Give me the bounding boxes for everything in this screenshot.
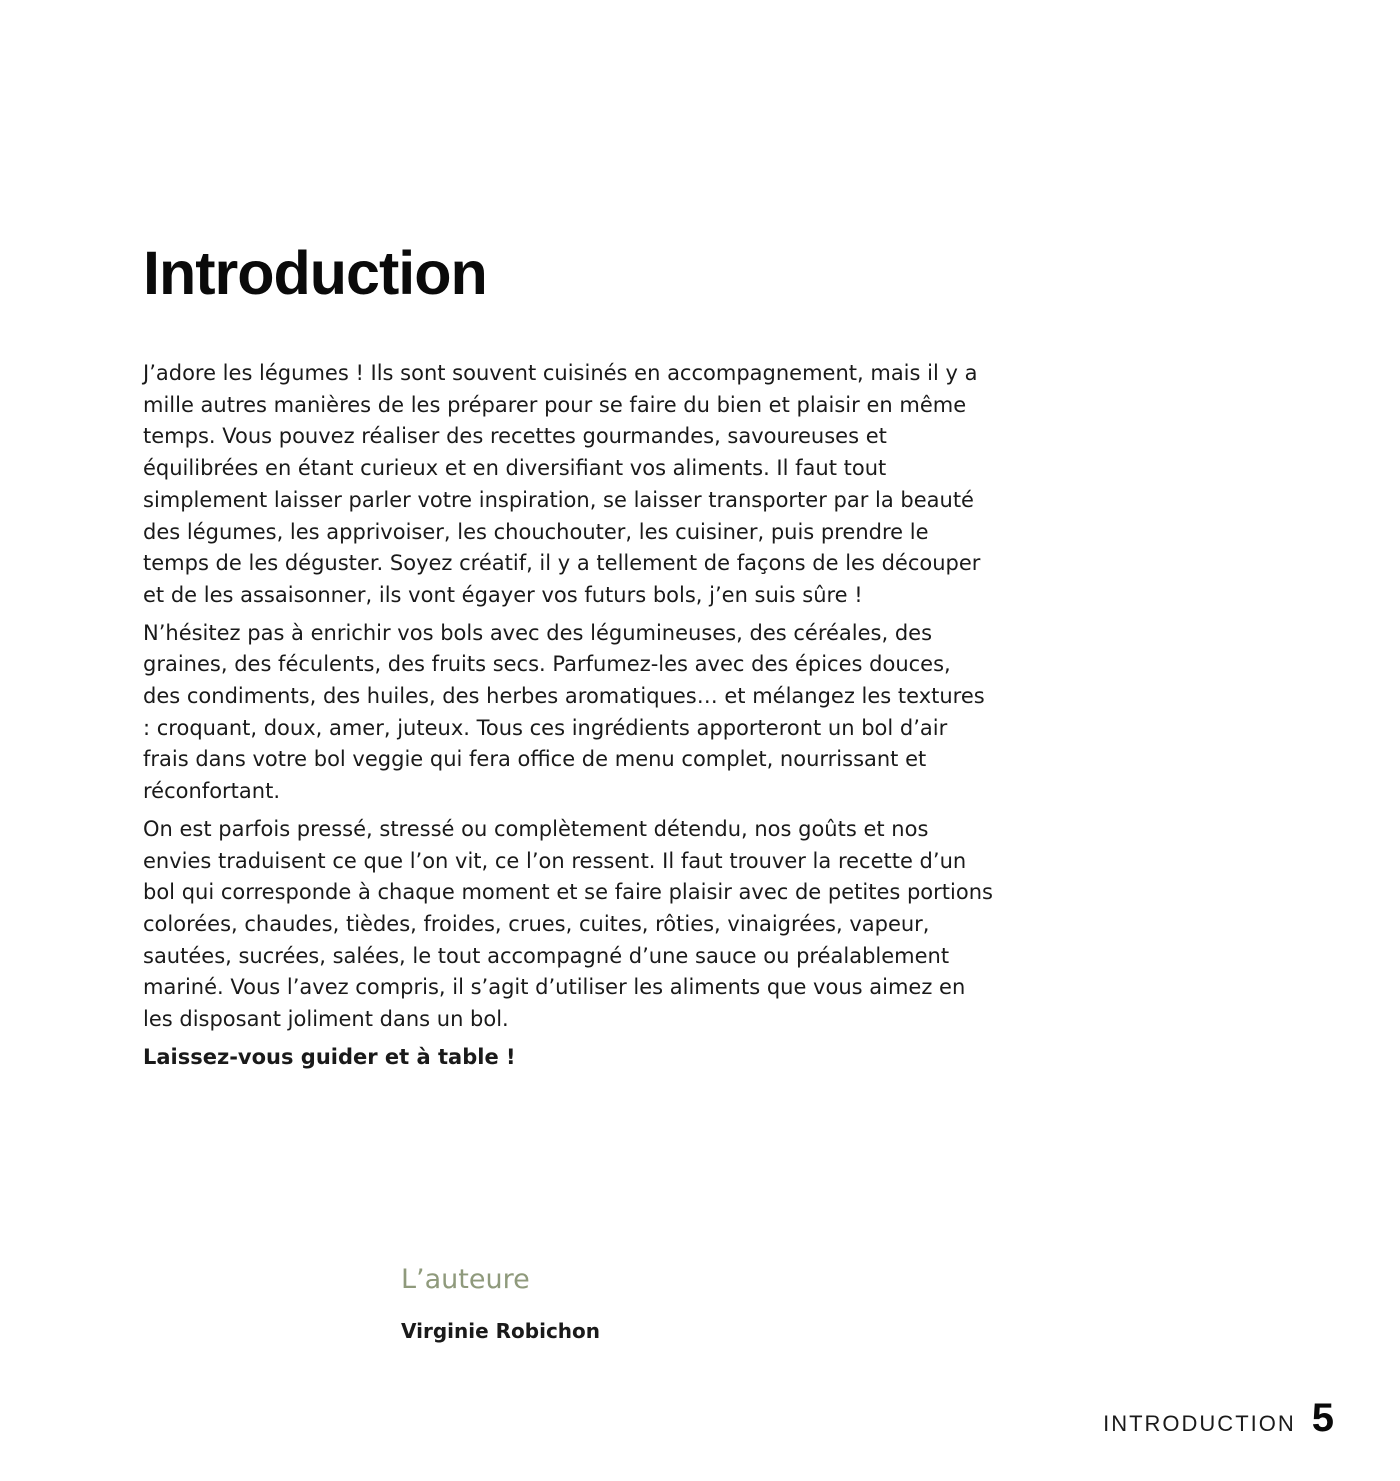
page-title: Introduction (143, 239, 487, 307)
footer-section-label: INTRODUCTION (1103, 1411, 1296, 1436)
closing-line: Laissez-vous guider et à table ! (143, 1044, 516, 1069)
author-name: Virginie Robichon (401, 1319, 601, 1344)
page-footer (1103, 1396, 1334, 1441)
paragraph-2: N’hésitez pas à enrichir vos bols avec des légumineuses, des céréales, des graines, des féculents, des fruits secs. Parfumez-les avec des épices douces, des condiments, des huiles, des herbes aromatiques… et mélangez les textures : croquant, doux, amer, juteux. Tous ces ingrédients apporteront un bol d’air frais dans votre bol veggie qui fera office de menu complet, nourrissant et réconfortant. (143, 620, 985, 804)
intro-body (143, 358, 993, 1079)
author-heading: L’auteure (401, 1264, 530, 1295)
paragraph-3: On est parfois pressé, stressé ou complètement détendu, nos goûts et nos envies traduisent ce que l’on vit, ce l’on ressent. Il faut trouver la recette d’un bol qui corresponde à chaque moment et se faire plaisir avec de petites portions colorées, chaudes, tièdes, froides, crues, cuites, rôties, vinaigrées, vapeur, sautées, sucrées, salées, le tout accompagné d’une sauce ou préalablement mariné. Vous l’avez compris, il s’agit d’utiliser les aliments que vous aimez en les disposant joliment dans un bol. (143, 816, 993, 1032)
page-number: 5 (1311, 1396, 1334, 1440)
author-block (401, 1262, 600, 1343)
paragraph-1: J’adore les légumes ! Ils sont souvent cuisinés en accompagnement, mais il y a mille autres manières de les préparer pour se faire du bien et plaisir en même temps. Vous pouvez réaliser des recettes gourmandes, savoureuses et équilibrées en étant curieux et en diversifiant vos aliments. Il faut tout simplement laisser parler votre inspiration, se laisser transporter par la beauté des légumes, les apprivoiser, les chouchouter, les cuisiner, puis prendre le temps de les déguster. Soyez créatif, il y a tellement de façons de les découper et de les assaisonner, ils vont égayer vos futurs bols, j’en suis sûre ! (143, 361, 981, 607)
